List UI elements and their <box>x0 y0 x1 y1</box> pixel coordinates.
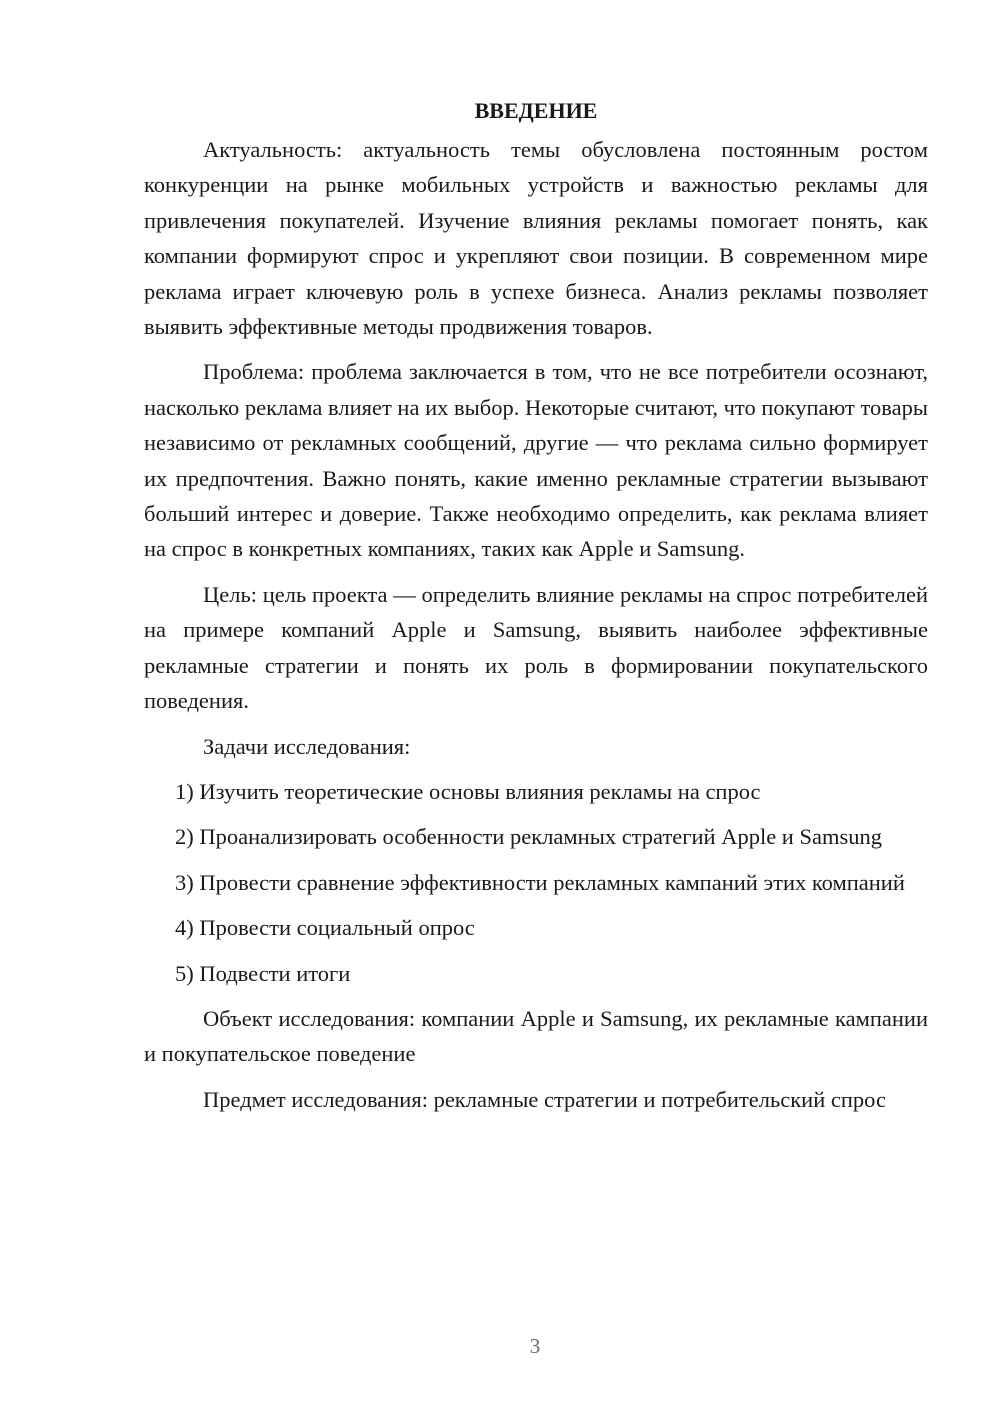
task-item-5: 5) Подвести итоги <box>175 960 351 986</box>
paragraph-goal: Цель: цель проекта — определить влияние рекламы на спрос потребителей на примере компаний Apple и Samsung, выявить наиболее эффективные рекламные стратегии и понять их роль в формировании покупательского поведения. <box>144 581 928 714</box>
paragraph-object: Объект исследования: компании Apple и Samsung, их рекламные кампании и покупательское поведение <box>144 1005 928 1067</box>
paragraph-subject: Предмет исследования: рекламные стратегии и потребительский спрос <box>203 1086 886 1112</box>
task-item-1: 1) Изучить теоретические основы влияния рекламы на спрос <box>175 778 761 804</box>
document-page <box>144 96 928 1127</box>
paragraph-relevance: Актуальность: актуальность темы обусловлена постоянным ростом конкуренции на рынке мобильных устройств и важностью рекламы для привлечения покупателей. Изучение влияния рекламы помогает понять, как компании формируют спрос и укрепляют свои позиции. В современном мире реклама играет ключевую роль в успехе бизнеса. Анализ рекламы позволяет выявить эффективные методы продвижения товаров. <box>144 137 928 340</box>
task-item-2: 2) Проанализировать особенности рекламных стратегий Apple и Samsung <box>175 824 882 850</box>
task-item-3: 3) Провести сравнение эффективности рекламных кампаний этих компаний <box>175 869 905 895</box>
task-item-4: 4) Провести социальный опрос <box>175 915 475 941</box>
tasks-heading: Задачи исследования: <box>203 733 411 759</box>
paragraph-problem: Проблема: проблема заключается в том, что не все потребители осознают, насколько реклама влияет на их выбор. Некоторые считают, что покупают товары независимо от рекламных сообщений, другие — что реклама сильно формирует их предпочтения. Важно понять, какие именно рекламные стратегии вызывают больший интерес и доверие. Также необходимо определить, как реклама влияет на спрос в конкретных компаниях, таких как Apple и Samsung. <box>144 359 928 562</box>
page-number: 3 <box>529 1334 541 1358</box>
section-title: ВВЕДЕНИЕ <box>474 98 598 123</box>
